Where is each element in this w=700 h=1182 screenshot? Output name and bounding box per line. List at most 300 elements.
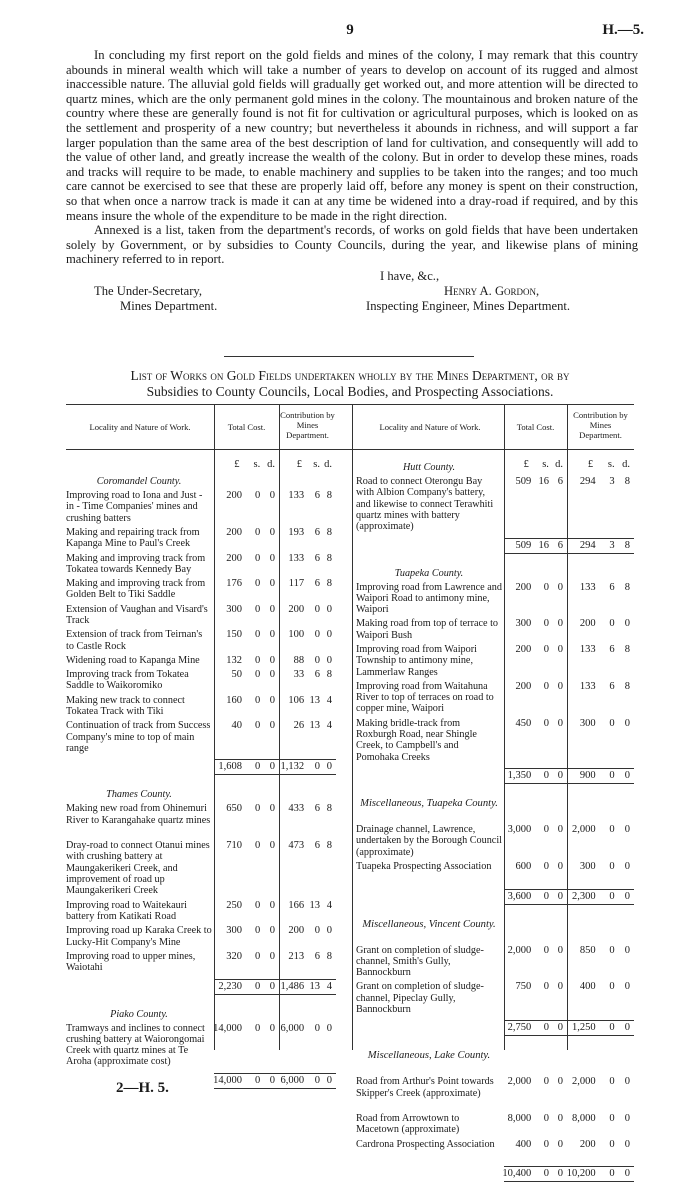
amount-total: 0 (543, 717, 549, 729)
subtotal-rule (214, 759, 336, 760)
table-row-description: Grant on completion of sludge-channel, Pipeclay Gully, Bannockburn (356, 981, 484, 1015)
amount-total: 0 (269, 578, 275, 590)
amount-contrib: 0 (624, 618, 630, 630)
currency-unit-label: £ (234, 459, 240, 470)
subtotal-total: 1,608 (218, 761, 242, 773)
amount-contrib: 8 (624, 680, 630, 692)
table-row-description: Road from Arrowtown to Macetown (approximate) (356, 1113, 460, 1136)
subtotal-total: 0 (269, 1074, 275, 1086)
column-header-locality: Locality and Nature of Work. (89, 422, 191, 432)
amount-contrib: 26 (293, 720, 305, 732)
table-row-description: Dray-road to connect Otanui mines with crushing battery at Maungakerikeri Creek, and improvement of road up Maungakerikeri Creek (66, 840, 210, 897)
subtotal-rule (214, 994, 336, 995)
amount-total: 710 (226, 840, 242, 852)
amount-total: 50 (231, 669, 242, 681)
report-paragraph: Annexed is a list, taken from the department's records, of works on gold fields that have been undertaken solely by Government, or by subsidies to County Councils, during the year, and likewise plans of mining machinery referred to in report. (66, 223, 638, 267)
section-heading: Miscellaneous, Vincent County. (362, 918, 496, 930)
subtotal-total: 0 (557, 1022, 563, 1034)
subtotal-rule (214, 979, 336, 980)
amount-contrib: 0 (326, 1022, 332, 1034)
subtotal-contrib: 0 (624, 770, 630, 781)
amount-total: 0 (557, 860, 563, 872)
table-row-description: Widening road to Kapanga Mine (66, 654, 200, 666)
table-row-description: Improving road to Iona and Just - in - Time Companies' mines and crushing batters (66, 490, 203, 524)
amount-total: 2,000 (507, 944, 532, 956)
amount-total: 0 (255, 669, 261, 681)
column-header-contribution: Contribution by Mines Department. (280, 410, 335, 440)
table-center-rule (352, 404, 353, 1050)
amount-total: 0 (543, 981, 549, 993)
amount-total: 0 (255, 526, 261, 538)
table-row-description: Continuation of track from Success Company's mine to top of main range (66, 720, 211, 754)
subtotal-total: 3,600 (507, 890, 532, 902)
subtotal-total: 0 (557, 1168, 563, 1180)
subtotal-contrib: 294 (579, 539, 596, 551)
amount-contrib: 0 (609, 981, 615, 993)
amount-total: 0 (557, 581, 563, 593)
amount-contrib: 0 (314, 1022, 320, 1034)
amount-total: 0 (255, 552, 261, 564)
column-header-locality: Locality and Nature of Work. (379, 422, 481, 432)
table-row-description: Road to connect Oterongu Bay with Albion Company's battery, and likewise to connect Terawhiti quartz mines with battery (approximate) (356, 476, 494, 533)
amount-contrib: 133 (288, 490, 305, 501)
amount-total: 176 (226, 578, 242, 590)
subtotal-contrib: 8 (624, 539, 630, 551)
amount-total: 0 (269, 669, 275, 681)
subtotal-total: 0 (255, 980, 261, 992)
subtotal-contrib: 13 (309, 980, 320, 992)
amount-contrib: 8 (326, 669, 332, 681)
amount-contrib: 6 (609, 581, 615, 593)
amount-contrib: 2,000 (572, 1076, 596, 1088)
amount-contrib: 0 (609, 717, 615, 729)
amount-contrib: 0 (314, 629, 320, 641)
amount-total: 0 (557, 644, 563, 655)
amount-contrib: 106 (288, 694, 305, 706)
amount-total: 0 (269, 899, 275, 911)
section-heading: Coromandel County. (96, 476, 182, 487)
amount-total: 650 (226, 803, 242, 815)
subtotal-total: 0 (557, 770, 563, 781)
amount-total: 0 (255, 629, 261, 641)
amount-contrib: 166 (288, 899, 305, 911)
amount-contrib: 0 (624, 1138, 630, 1150)
amount-contrib: 100 (288, 629, 305, 641)
subtotal-total: 6 (557, 539, 563, 551)
table-row-description: Making bridle-track from Roxburgh Road, near Shingle Creek, to Campbell's and Pomohaka Creeks (356, 717, 477, 763)
amount-contrib: 2,000 (572, 824, 596, 835)
column-header-total: Total Cost. (227, 422, 266, 432)
amount-total: 0 (255, 950, 261, 962)
subtotal-total: 509 (515, 539, 532, 551)
amount-total: 200 (515, 581, 532, 593)
amount-total: 0 (557, 824, 563, 835)
amount-total: 2,000 (507, 1076, 532, 1088)
amount-contrib: 0 (609, 944, 615, 956)
subtotal-total: 0 (543, 1168, 549, 1180)
amount-total: 0 (557, 1113, 563, 1125)
amount-total: 200 (226, 552, 242, 564)
section-heading: Tuapeka County. (394, 567, 464, 579)
table-row-description: Making new road from Ohinemuri River to Karangahake quartz mines (66, 803, 211, 826)
subtotal-contrib: 0 (609, 1168, 615, 1180)
amount-contrib: 4 (326, 694, 332, 706)
amount-contrib: 473 (288, 840, 305, 852)
amount-contrib: 300 (579, 717, 596, 729)
table-row-description: Extension of track from Teirnan's to Castle Rock (66, 629, 203, 652)
currency-unit-label: d. (555, 459, 563, 470)
amount-total: 0 (255, 603, 261, 615)
amount-total: 0 (269, 1022, 275, 1034)
amount-total: 0 (255, 720, 261, 732)
amount-contrib: 133 (579, 644, 596, 655)
amount-total: 300 (226, 603, 242, 615)
subtotal-contrib: 1,250 (572, 1022, 596, 1034)
amount-contrib: 0 (326, 629, 332, 641)
currency-unit-label: £ (296, 459, 302, 470)
table-row-description: Making new track to connect Tokatea Track with Tiki (66, 694, 185, 718)
amount-contrib: 6 (314, 669, 320, 681)
amount-contrib: 300 (579, 860, 596, 872)
amount-contrib: 294 (579, 476, 596, 487)
amount-contrib: 0 (624, 944, 630, 956)
amount-total: 0 (255, 803, 261, 815)
subtotal-total: 0 (269, 761, 275, 773)
amount-total: 0 (557, 717, 563, 729)
table-header-rule (66, 449, 634, 450)
section-heading: Piako County. (110, 1008, 168, 1020)
amount-contrib: 200 (288, 925, 305, 937)
amount-contrib: 8 (624, 476, 630, 487)
amount-total: 0 (269, 603, 275, 615)
amount-total: 0 (557, 680, 563, 692)
amount-total: 0 (269, 694, 275, 706)
addressee-line: The Under-Secretary, (94, 283, 203, 298)
amount-contrib: 8 (326, 803, 332, 815)
amount-total: 0 (269, 526, 275, 538)
table-row-description: Tramways and inclines to connect crushing battery at Waiorongomai Creek with quartz mines at Te Aroha (approximate cost) (66, 1022, 205, 1068)
amount-total: 0 (543, 644, 549, 655)
subtotal-contrib: 0 (314, 761, 320, 773)
amount-contrib: 0 (314, 603, 320, 615)
amount-contrib: 0 (326, 925, 332, 937)
amount-contrib: 0 (624, 824, 630, 835)
currency-unit-label: s. (607, 459, 615, 470)
subtotal-total: 0 (543, 1022, 549, 1034)
subtotal-contrib: 3 (609, 539, 615, 551)
table-row-description: Making and improving track from Golden Belt to Tiki Saddle (66, 578, 206, 601)
table-row-description: Improving road from Lawrence and Waipori Road to antimony mine, Waipori (356, 581, 502, 616)
report-body (66, 48, 638, 315)
amount-contrib: 4 (326, 720, 332, 732)
amount-total: 750 (515, 981, 532, 993)
subtotal-rule (504, 783, 634, 784)
amount-total: 200 (226, 490, 242, 501)
amount-total: 0 (255, 578, 261, 590)
subtotal-rule (504, 768, 634, 769)
amount-total: 0 (269, 552, 275, 564)
currency-unit-label: s. (313, 459, 320, 470)
amount-total: 16 (538, 476, 549, 487)
currency-unit-label: d. (622, 459, 630, 470)
amount-contrib: 0 (609, 824, 615, 835)
amount-contrib: 0 (609, 1138, 615, 1150)
table-row-description: Making road from top of terrace to Waipori Bush (356, 618, 499, 641)
amount-total: 0 (557, 618, 563, 630)
amount-total: 0 (255, 694, 261, 706)
amount-total: 3,000 (507, 824, 532, 835)
amount-contrib: 33 (293, 669, 305, 681)
amount-contrib: 0 (624, 1113, 630, 1125)
column-header-contribution: Contribution by Mines Department. (573, 410, 628, 440)
amount-total: 0 (269, 654, 275, 666)
currency-unit-label: d. (324, 459, 332, 470)
amount-total: 250 (226, 899, 242, 911)
amount-total: 0 (269, 950, 275, 962)
subtotal-contrib: 4 (326, 980, 332, 992)
subtotal-contrib: 0 (609, 1022, 615, 1034)
amount-contrib: 6 (314, 526, 320, 538)
subtotal-rule (504, 889, 634, 890)
addressee-line: Mines Department. (120, 298, 218, 313)
subtotal-rule (504, 538, 634, 539)
amount-total: 450 (515, 717, 532, 729)
amount-total: 320 (226, 950, 242, 962)
section-heading: Miscellaneous, Tuapeka County. (360, 798, 498, 809)
amount-contrib: 8 (624, 581, 630, 593)
amount-total: 0 (557, 1138, 563, 1150)
amount-total: 0 (543, 1138, 549, 1150)
page-number: 9 (346, 22, 354, 38)
amount-contrib: 133 (579, 581, 596, 593)
subtotal-contrib: 900 (579, 770, 596, 781)
amount-total: 200 (226, 526, 242, 538)
amount-total: 0 (543, 1113, 549, 1125)
subtotal-rule (214, 1088, 336, 1089)
amount-total: 200 (515, 644, 532, 655)
amount-contrib: 0 (609, 860, 615, 872)
table-row-description: Improving road up Karaka Creek to Lucky-Hit Company's Mine (66, 925, 212, 948)
currency-unit-label: £ (523, 459, 529, 470)
signature-title: Inspecting Engineer, Mines Department. (366, 298, 571, 313)
amount-total: 200 (515, 680, 532, 692)
subtotal-contrib: 6,000 (280, 1074, 305, 1086)
amount-contrib: 6 (314, 803, 320, 815)
section-heading: Hutt County. (402, 462, 456, 473)
table-row-description: Road from Arthur's Point towards Skipper's Creek (approximate) (356, 1076, 494, 1099)
subtotal-total: 14,000 (213, 1074, 242, 1086)
amount-total: 0 (543, 944, 549, 956)
amount-contrib: 8 (326, 552, 332, 564)
amount-total: 150 (226, 629, 242, 641)
subtotal-total: 0 (255, 1074, 261, 1086)
table-row-description: Grant on completion of sludge-channel, Smith's Gully, Bannockburn (356, 944, 484, 979)
subtotal-contrib: 10,200 (566, 1168, 596, 1180)
section-heading: Thames County. (106, 789, 172, 801)
amount-total: 0 (269, 925, 275, 937)
table-top-rule (66, 404, 634, 405)
document-reference: H.—5. (602, 22, 644, 38)
amount-total: 0 (269, 490, 275, 501)
amount-total: 6 (557, 476, 563, 487)
table-row-description: Making and repairing track from Kapanga Mine to Paul's Creek (66, 526, 200, 550)
amount-contrib: 6 (609, 644, 615, 655)
subtotal-rule (504, 1166, 634, 1167)
subtotal-rule (214, 774, 336, 775)
amount-contrib: 6,000 (280, 1022, 305, 1034)
subtotal-rule (504, 553, 634, 554)
amount-contrib: 0 (624, 1076, 630, 1088)
report-paragraph: In concluding my first report on the gold fields and mines of the colony, I may remark that this country abounds in mineral wealth which will take a number of years to develop on account of its rugged and almost inaccessible nature. The alluvial gold fields will gradually get worked out, and more attention will be directed to quartz mines, which are the only permanent gold mines in the colony. The mountainous and broken nature of the country where these are generally found is not fit for cultivation or agricultural purposes, which is looked on as the settlement and prosperity of a new country; but nevertheless it abounds in richness, and will support a far larger population than the same area of the best description of land for cultivation, and consequently will add to the value of other land, and greatly increase the wealth of the colony. But in order to develop these mines, roads and tracks will require to be made, to enable machinery and supplies to be taken into the ranges; and too much care cannot be exercised to see that these are properly laid off, before any money is spent on their construction, so that when once a narrow track is made it can at any time be widened into a dray-road if required, and by this means insure the whole of the expenditure to be made in the right direction. (66, 48, 638, 223)
report-closing (66, 269, 638, 315)
amount-total: 0 (255, 654, 261, 666)
amount-contrib: 0 (624, 860, 630, 872)
amount-total: 300 (226, 925, 242, 937)
amount-contrib: 8 (326, 526, 332, 538)
subtotal-total: 0 (269, 980, 275, 992)
table-row-description: Improving track from Tokatea Saddle to Waikoromiko (66, 669, 189, 692)
subtotal-contrib: 0 (326, 1074, 332, 1086)
amount-total: 0 (543, 824, 549, 835)
amount-total: 0 (269, 803, 275, 815)
subtotal-contrib: 2,300 (572, 890, 596, 902)
amount-total: 8,000 (507, 1113, 532, 1125)
amount-contrib: 8 (326, 840, 332, 852)
table-row-description: Extension of Vaughan and Visard's Track (66, 603, 208, 626)
amount-contrib: 13 (309, 720, 320, 732)
amount-contrib: 3 (609, 476, 615, 487)
subtotal-total: 2,750 (507, 1022, 532, 1034)
table-row-description: Improving road from Waipori Township to antimony mine, Lammerlaw Ranges (356, 644, 477, 678)
table-row-description: Making and improving track from Tokatea towards Kennedy Bay (66, 552, 206, 575)
amount-contrib: 0 (326, 654, 332, 666)
amount-contrib: 6 (609, 680, 615, 692)
amount-total: 0 (557, 944, 563, 956)
subtotal-total: 10,400 (502, 1168, 532, 1180)
table-row-description: Tuapeka Prospecting Association (356, 860, 492, 872)
amount-total: 0 (269, 629, 275, 641)
subtotal-contrib: 0 (624, 1022, 630, 1034)
amount-contrib: 0 (624, 717, 630, 729)
amount-total: 14,000 (213, 1022, 242, 1034)
amount-total: 40 (231, 720, 242, 732)
table-title-line: Subsidies to County Councils, Local Bodies, and Prospecting Associations. (146, 384, 554, 399)
table-row-description: Improving road to upper mines, Waiotahi (66, 950, 196, 974)
amount-total: 0 (543, 618, 549, 630)
subtotal-total: 2,230 (218, 980, 242, 992)
amount-total: 600 (515, 860, 532, 872)
amount-contrib: 13 (309, 899, 320, 911)
amount-contrib: 8 (624, 644, 630, 655)
subtotal-total: 0 (557, 890, 563, 902)
amount-total: 0 (543, 1076, 549, 1088)
amount-contrib: 433 (288, 803, 305, 815)
currency-unit-label: £ (587, 459, 594, 470)
amount-contrib: 0 (609, 1113, 615, 1125)
subtotal-rule (504, 1035, 634, 1036)
amount-total: 0 (255, 925, 261, 937)
subtotal-rule (504, 904, 634, 905)
amount-contrib: 133 (579, 680, 596, 692)
closing-salutation: I have, &c., (380, 268, 440, 283)
amount-contrib: 213 (288, 950, 305, 962)
table-row-description: Cardrona Prospecting Association (356, 1138, 495, 1150)
amount-contrib: 0 (314, 925, 320, 937)
signature-name: Henry A. Gordon, (444, 283, 540, 298)
subtotal-rule (504, 1020, 634, 1021)
amount-contrib: 8,000 (572, 1113, 596, 1125)
table-row-description: Drainage channel, Lawrence, undertaken by the Borough Council (approximate) (356, 824, 502, 858)
amount-contrib: 0 (326, 603, 332, 615)
subtotal-contrib: 0 (326, 761, 332, 773)
table-row-description: Improving road to Waitekauri battery from Katikati Road (66, 899, 187, 922)
amount-contrib: 117 (288, 578, 305, 590)
amount-total: 509 (515, 476, 532, 487)
amount-total: 132 (226, 654, 242, 666)
amount-contrib: 193 (288, 526, 305, 538)
amount-total: 400 (515, 1138, 532, 1150)
amount-contrib: 200 (579, 618, 596, 630)
subtotal-contrib: 0 (314, 1074, 320, 1086)
amount-contrib: 133 (288, 552, 305, 564)
amount-total: 0 (557, 981, 563, 993)
section-heading: Miscellaneous, Lake County. (367, 1050, 491, 1062)
amount-contrib: 88 (293, 654, 305, 666)
subtotal-total: 0 (543, 770, 549, 781)
subtotal-contrib: 0 (609, 890, 615, 902)
table-title (70, 368, 630, 400)
amount-contrib: 6 (314, 552, 320, 564)
amount-total: 0 (269, 720, 275, 732)
amount-contrib: 13 (309, 694, 320, 706)
amount-total: 0 (543, 680, 549, 692)
amount-total: 0 (557, 1076, 563, 1088)
amount-contrib: 6 (314, 840, 320, 852)
amount-total: 160 (226, 694, 242, 706)
printer-signature-mark: 2—H. 5. (116, 1080, 169, 1096)
subtotal-contrib: 0 (624, 890, 630, 902)
subtotal-total: 1,350 (507, 770, 532, 781)
subtotal-contrib: 1,132 (280, 761, 305, 773)
amount-contrib: 0 (609, 1076, 615, 1088)
amount-contrib: 850 (579, 944, 596, 956)
table-title-line: List of Works on Gold Fields undertaken wholly by the Mines Department, or by (130, 368, 570, 383)
subtotal-total: 16 (538, 539, 549, 551)
amount-total: 0 (255, 490, 261, 501)
amount-contrib: 400 (579, 981, 596, 993)
amount-contrib: 8 (326, 490, 332, 501)
amount-contrib: 0 (624, 981, 630, 993)
subtotal-contrib: 0 (609, 770, 615, 781)
subtotal-total: 0 (543, 890, 549, 902)
currency-unit-label: d. (267, 459, 275, 470)
amount-contrib: 200 (288, 603, 305, 615)
amount-contrib: 8 (326, 950, 332, 962)
amount-total: 0 (255, 1022, 261, 1034)
amount-total: 0 (543, 581, 549, 593)
amount-contrib: 0 (314, 654, 320, 666)
amount-contrib: 4 (326, 899, 332, 911)
amount-total: 0 (269, 840, 275, 852)
amount-contrib: 6 (314, 578, 320, 590)
currency-unit-label: s. (253, 459, 261, 470)
subtotal-contrib: 0 (624, 1168, 630, 1180)
table-row-description: Improving road from Waitahuna River to top of terraces on road to copper mine, Waipori (356, 680, 494, 715)
amount-contrib: 6 (314, 490, 320, 501)
subtotal-rule (214, 1073, 336, 1074)
amount-total: 0 (255, 840, 261, 852)
section-divider (224, 356, 474, 357)
